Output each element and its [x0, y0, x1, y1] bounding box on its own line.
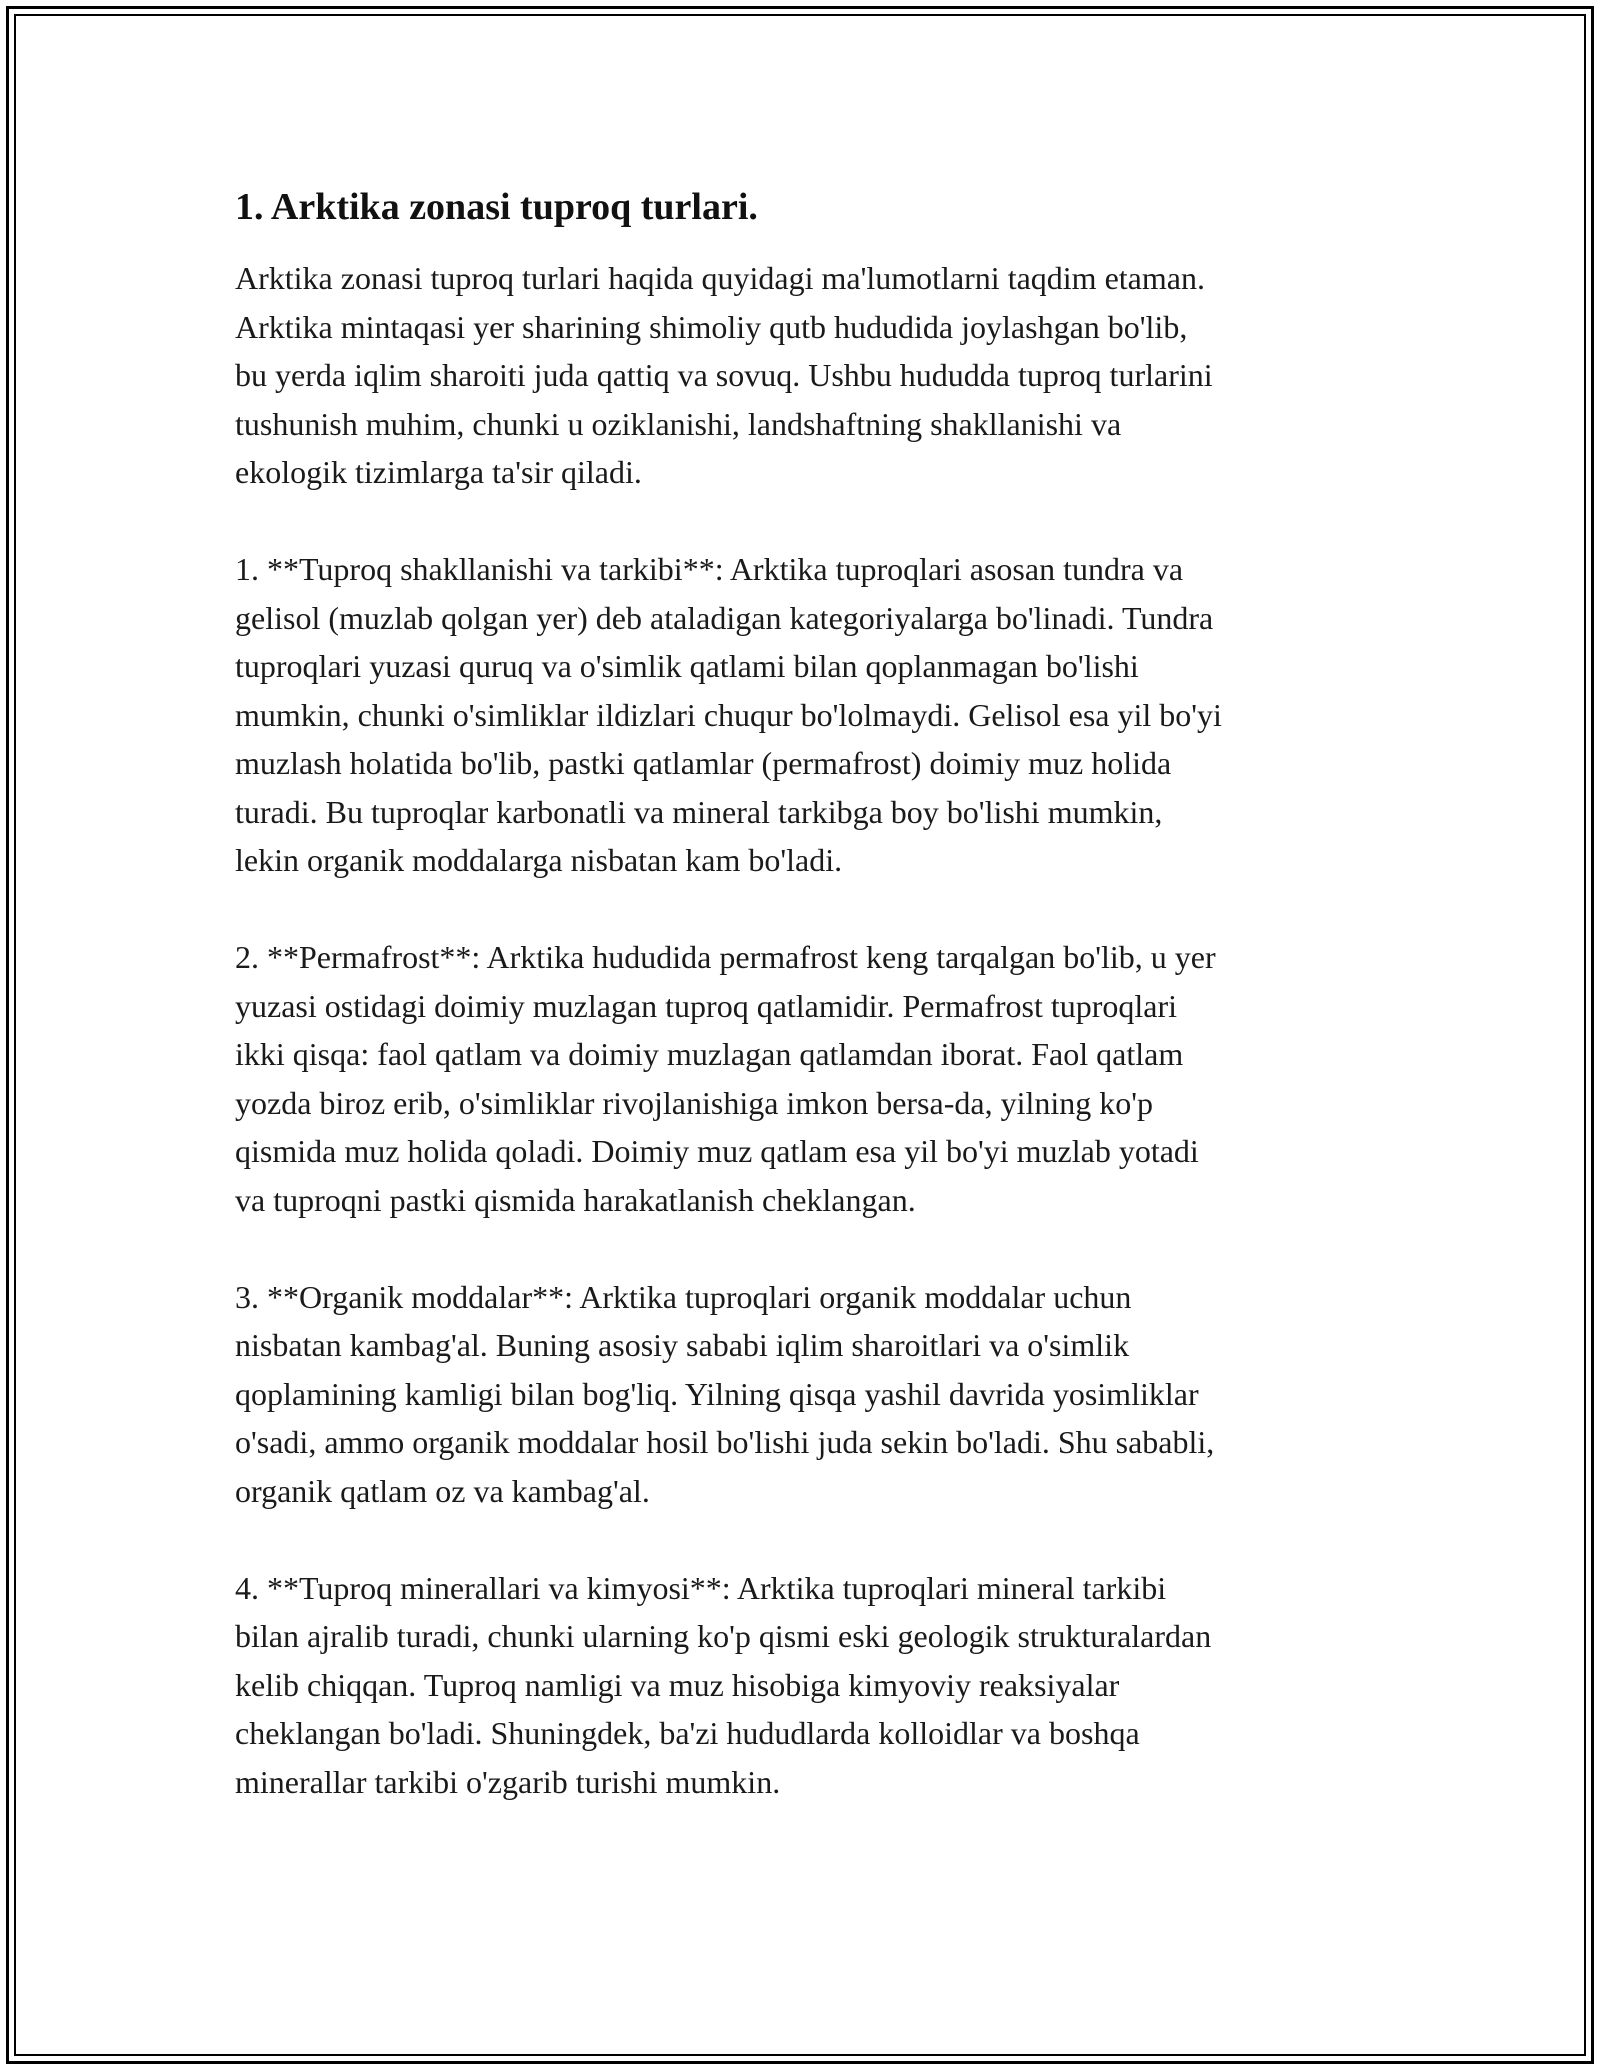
paragraph-line: kelib chiqqan. Tuproq namligi va muz hisobiga kimyoviy reaksiyalar [235, 1666, 1120, 1703]
paragraph-line: yuzasi ostidagi doimiy muzlagan tuproq qatlamidir. Permafrost tuproqlari [235, 987, 1178, 1024]
paragraph-line: qoplamining kamligi bilan bog'liq. Yilning qisqa yashil davrida yosimliklar [235, 1375, 1199, 1412]
paragraph-line: nisbatan kambag'al. Buning asosiy sababi iqlim sharoitlari va o'simlik [235, 1327, 1130, 1363]
paragraph-line: 4. **Tuproq minerallari va kimyosi**: Arktika tuproqlari mineral tarkibi [235, 1569, 1167, 1606]
paragraph-line: bu yerda iqlim sharoiti juda qattiq va sovuq. Ushbu hududda tuproq turlarini [235, 357, 1213, 393]
paragraph-line: bilan ajralib turadi, chunki ularning ko'p qismi eski geologik strukturalardan [235, 1618, 1212, 1654]
paragraph-line: muzlash holatida bo'lib, pastki qatlamlar (permafrost) doimiy muz holida [235, 745, 1172, 781]
paragraph [235, 933, 1395, 1224]
paragraph-line: 2. **Permafrost**: Arktika hududida permafrost keng tarqalgan bo'lib, u yer [235, 939, 1216, 975]
paragraph-line: gelisol (muzlab qolgan yer) deb ataladigan kategoriyalarga bo'linadi. Tundra [235, 599, 1214, 636]
paragraph-line: va tuproqni pastki qismida harakatlanish cheklangan. [235, 1181, 916, 1218]
paragraph-line: 3. **Organik moddalar**: Arktika tuproqlari organik moddalar uchun [235, 1278, 1132, 1315]
paragraph-line: ikki qisqa: faol qatlam va doimiy muzlagan qatlamdan iborat. Faol qatlam [235, 1036, 1184, 1072]
paragraph-list [235, 254, 1395, 1806]
paragraph-line: tushunish muhim, chunki u oziklanishi, landshaftning shakllanishi va [235, 405, 1122, 442]
paragraph [235, 1273, 1395, 1516]
paragraph [235, 254, 1395, 497]
paragraph [235, 1564, 1395, 1807]
paragraph-line: turadi. Bu tuproqlar karbonatli va mineral tarkibga boy bo'lishi mumkin, [235, 793, 1163, 830]
paragraph-line: Arktika mintaqasi yer sharining shimoliy qutb hududida joylashgan bo'lib, [235, 308, 1188, 345]
paragraph-line: o'sadi, ammo organik moddalar hosil bo'lishi juda sekin bo'ladi. Shu sababli, [235, 1424, 1215, 1460]
paragraph-line: minerallar tarkibi o'zgarib turishi mumkin. [235, 1763, 781, 1800]
paragraph-line: Arktika zonasi tuproq turlari haqida quyidagi ma'lumotlarni taqdim etaman. [235, 260, 1205, 296]
document-body [235, 182, 1395, 1855]
paragraph-line: cheklangan bo'ladi. Shuningdek, ba'zi hududlarda kolloidlar va boshqa [235, 1715, 1140, 1751]
paragraph-line: mumkin, chunki o'simliklar ildizlari chuqur bo'lolmaydi. Gelisol esa yil bo'yi [235, 696, 1222, 733]
paragraph-line: organik qatlam oz va kambag'al. [235, 1472, 650, 1509]
paragraph-line: lekin organik moddalarga nisbatan kam bo'ladi. [235, 842, 843, 878]
paragraph-line: tuproqlari yuzasi quruq va o'simlik qatlami bilan qoplanmagan bo'lishi [235, 648, 1139, 684]
paragraph-line: yozda biroz erib, o'simliklar rivojlanishiga imkon bersa-da, yilning ko'p [235, 1084, 1153, 1121]
paragraph-line: ekologik tizimlarga ta'sir qiladi. [235, 454, 642, 490]
paragraph-line: 1. **Tuproq shakllanishi va tarkibi**: Arktika tuproqlari asosan tundra va [235, 551, 1184, 587]
paragraph-line: qismida muz holida qoladi. Doimiy muz qatlam esa yil bo'yi muzlab yotadi [235, 1133, 1199, 1169]
paragraph [235, 545, 1395, 885]
document-title: 1. Arktika zonasi tuproq turlari. [235, 186, 758, 228]
